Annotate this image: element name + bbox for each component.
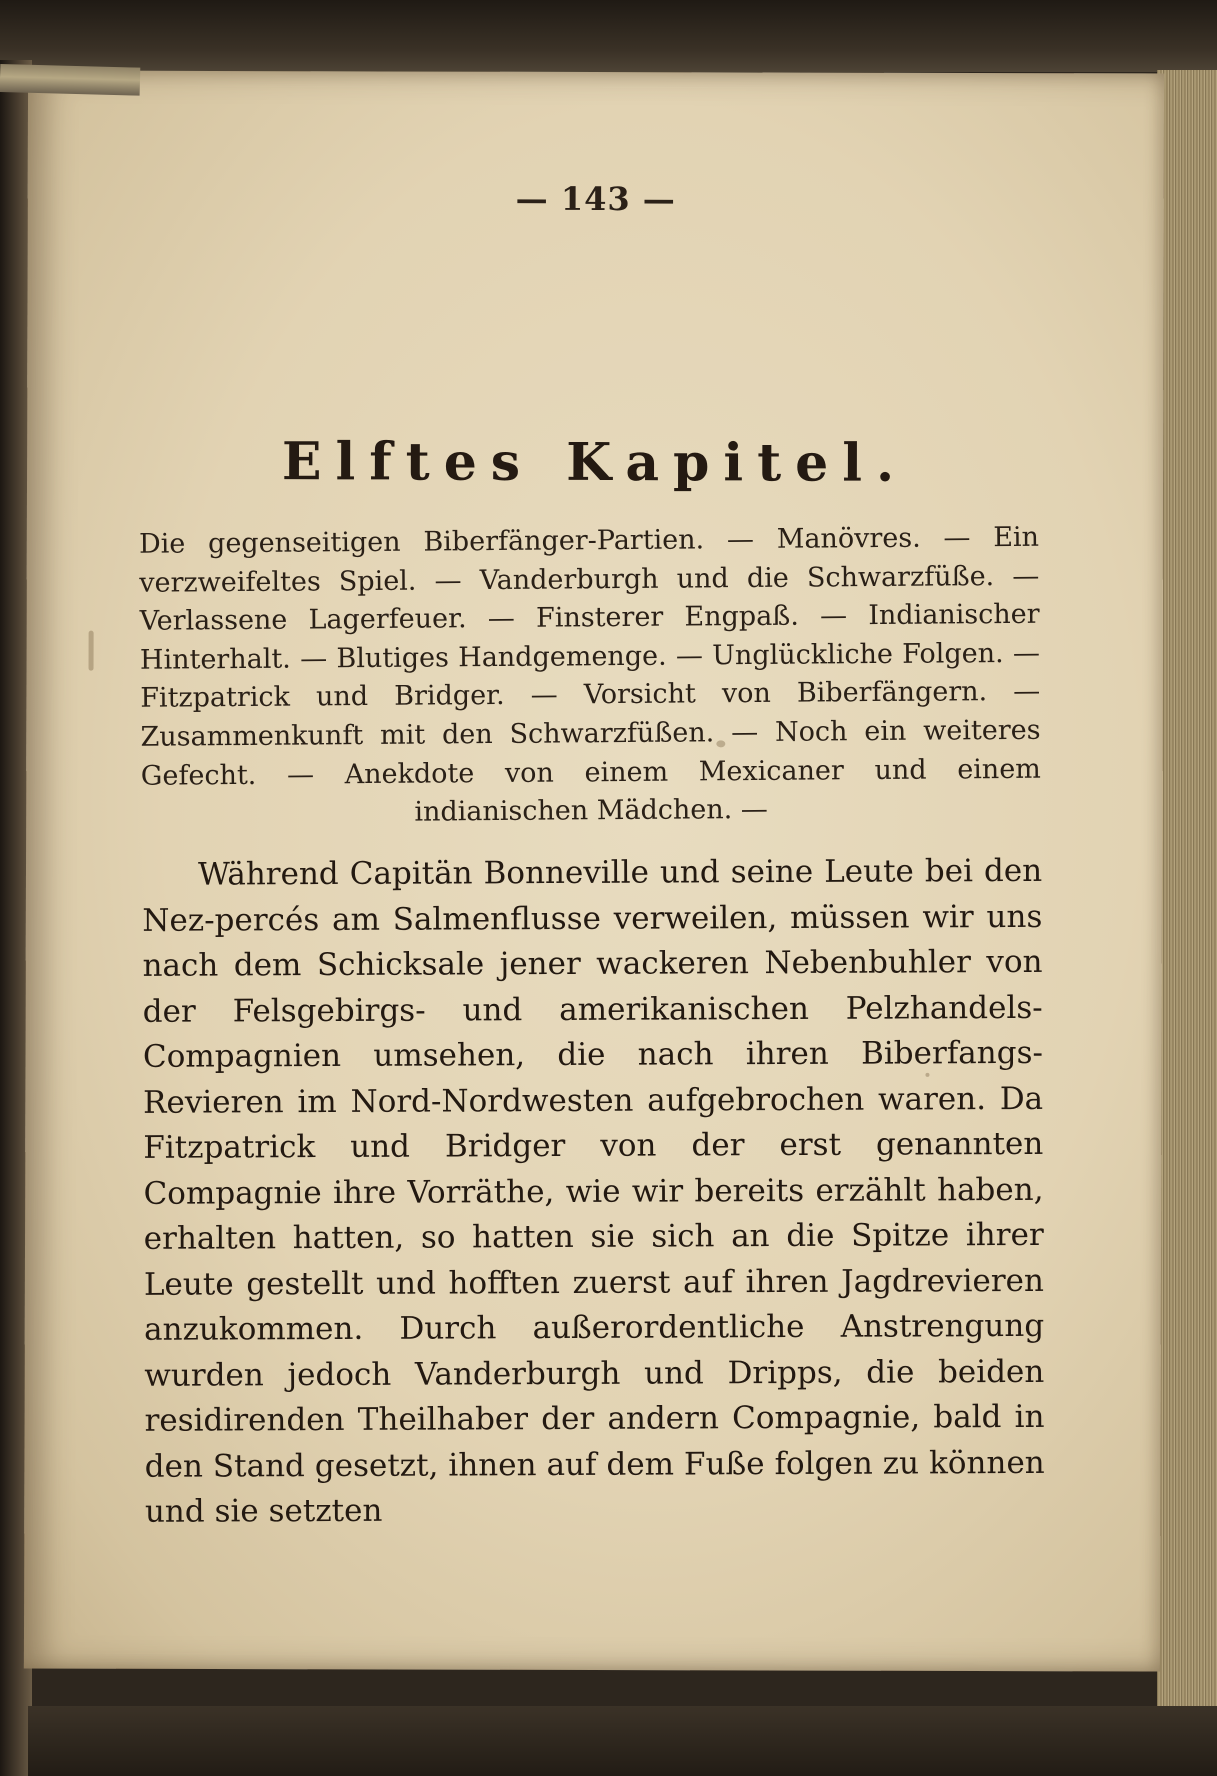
book-page (24, 71, 1164, 1672)
paper-speck (89, 631, 94, 671)
bookmark-ribbon (0, 64, 140, 96)
paper-speck (925, 1073, 929, 1077)
book-cover-top (0, 0, 1217, 72)
paper-speck (716, 740, 725, 747)
chapter-title: Elftes Kapitel. (281, 431, 909, 494)
body-paragraph: Während Capitän Bonneville und seine Leute bei den Nez-percés am Salmenflusse verweilen, müssen wir uns nach dem Schicksale jener wackeren Nebenbuhler von der Felsgebirgs- und amerikanischen Pelzhandels-Compagnien umsehen, die nach ihren Biberfangs-Revieren im Nord-Nordwesten aufgebrochen waren. Da Fitzpatrick und Bridger von der erst genannten Compagnie ihre Vorräthe, wie wir bereits erzählt haben, erhalten hatten, so hatten sie sich an die Spitze ihrer Leute gestellt und hofften zuerst auf ihren Jagdrevieren anzukommen. Durch außerordentliche Anstrengung wurden jedoch Vanderburgh und Dripps, die beiden residirenden Theilhaber der andern Compagnie, bald in den Stand gesetzt, ihnen auf dem Fuße folgen zu können und sie setzten (142, 852, 1045, 1530)
page-number: — 143 — (515, 179, 676, 219)
page-edges-right (1157, 70, 1217, 1710)
book-cover-bottom (28, 1706, 1217, 1776)
chapter-summary: Die gegenseitigen Biberfänger-Partien. — Manövres. — Ein verzweifeltes Spiel. — Vanderburgh und die Schwarzfüße. — Verlassene Lagerfeuer. — Finsterer Engpaß. — Indianischer Hinterhalt. — Blutiges Handgemenge. — Unglückliche Folgen. — Fitzpatrick und Bridger. — Vorsicht von Biberfängern. — Zusammenkunft mit den Schwarzfüßen. — Noch ein weiteres Gefecht. — Anekdote von einem Mexicaner und einem indianischen Mädchen. — (138, 521, 1041, 828)
